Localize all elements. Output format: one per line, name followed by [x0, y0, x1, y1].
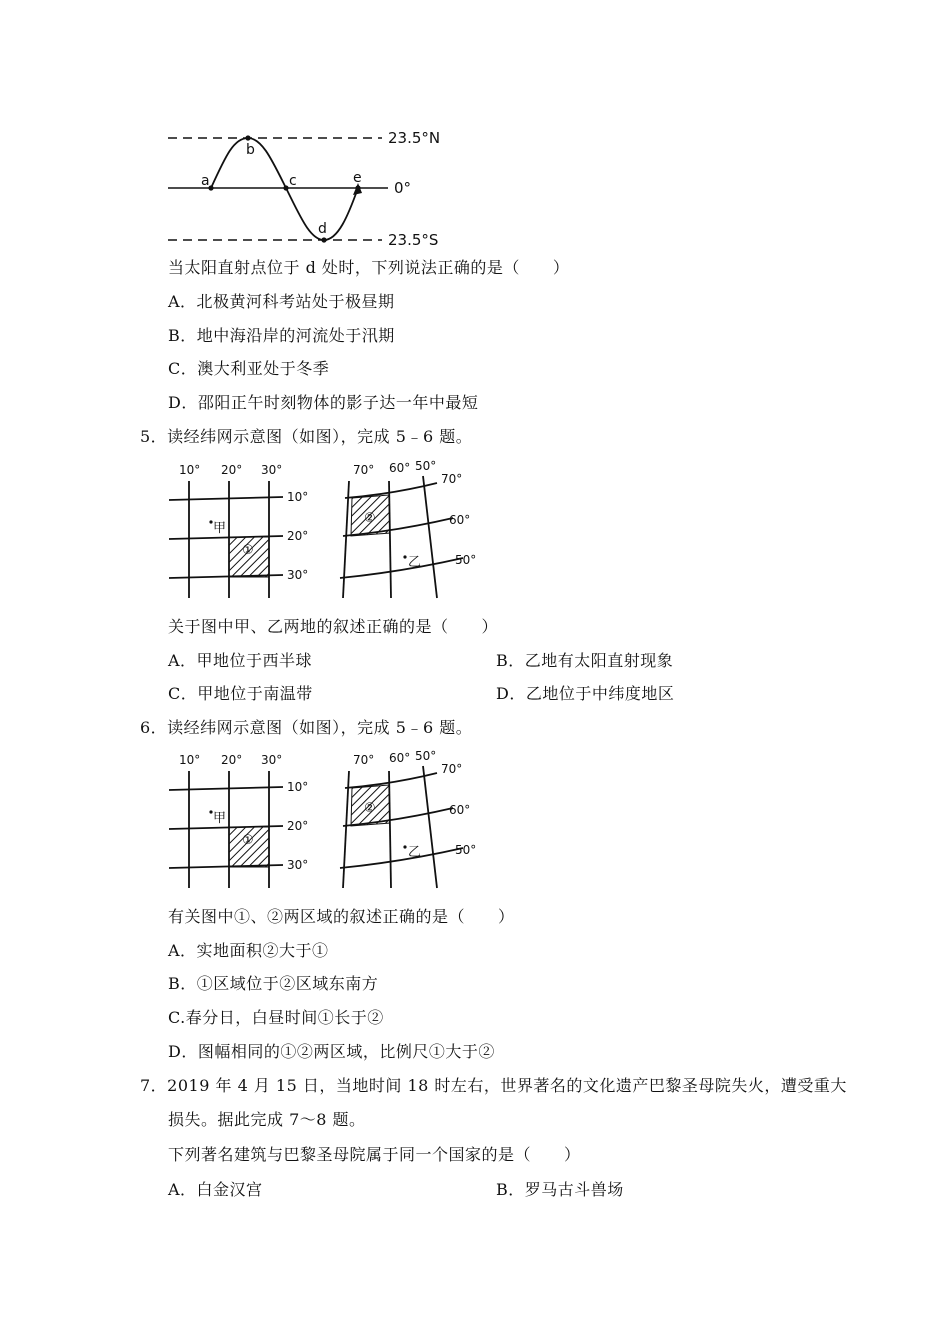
svg-text:20°: 20°: [287, 529, 309, 543]
svg-text:70°: 70°: [441, 762, 463, 776]
svg-text:10°: 10°: [179, 463, 201, 477]
svg-text:乙: 乙: [408, 845, 422, 860]
q4-option-c[interactable]: C．澳大利亚处于冬季: [168, 359, 330, 378]
q5-option-d[interactable]: D．乙地位于中纬度地区: [496, 684, 675, 703]
svg-text:30°: 30°: [261, 753, 283, 767]
svg-text:70°: 70°: [353, 753, 375, 767]
svg-text:50°: 50°: [455, 553, 477, 567]
q7-intro-line2: 损失。据此完成 7～8 题。: [168, 1110, 366, 1129]
q4-option-b[interactable]: B．地中海沿岸的河流处于汛期: [168, 326, 395, 345]
point-label-e: e: [353, 170, 362, 186]
q6-option-d[interactable]: D．图幅相同的①②两区域，比例尺①大于②: [168, 1042, 495, 1061]
graticule-map-2: [165, 746, 485, 896]
sun-direct-point-diagram: [160, 125, 460, 249]
svg-text:60°: 60°: [389, 461, 411, 475]
svg-text:甲: 甲: [213, 521, 227, 536]
svg-text:甲: 甲: [213, 811, 227, 826]
q5-option-a[interactable]: A．甲地位于西半球: [168, 651, 313, 670]
svg-text:乙: 乙: [408, 555, 422, 570]
svg-text:①: ①: [242, 833, 254, 848]
q6-option-c[interactable]: C.春分日，白昼时间①长于②: [168, 1008, 384, 1027]
svg-text:①: ①: [242, 543, 254, 558]
q7-option-a[interactable]: A．白金汉宫: [168, 1180, 263, 1199]
svg-text:50°: 50°: [415, 459, 437, 473]
q5-option-c[interactable]: C．甲地位于南温带: [168, 684, 313, 703]
svg-text:60°: 60°: [449, 803, 471, 817]
svg-text:30°: 30°: [261, 463, 283, 477]
label-south: 23.5°S: [388, 231, 439, 249]
svg-text:50°: 50°: [415, 749, 437, 763]
q4-option-a[interactable]: A．北极黄河科考站处于极昼期: [168, 292, 395, 311]
graticule-map-1: [165, 456, 485, 606]
q6-stem: 有关图中①、②两区域的叙述正确的是（ ）: [168, 907, 515, 926]
q5-option-b[interactable]: B．乙地有太阳直射现象: [496, 651, 674, 670]
q7-intro-line1: 7．2019 年 4 月 15 日，当地时间 18 时左右，世界著名的文化遗产巴黎圣母院失火，遭受重大: [140, 1076, 847, 1095]
svg-text:20°: 20°: [221, 463, 243, 477]
svg-text:50°: 50°: [455, 843, 477, 857]
svg-text:70°: 70°: [353, 463, 375, 477]
q4-stem: 当太阳直射点位于 d 处时，下列说法正确的是（ ）: [168, 258, 570, 277]
svg-text:30°: 30°: [287, 568, 309, 582]
svg-text:10°: 10°: [287, 780, 309, 794]
svg-text:10°: 10°: [179, 753, 201, 767]
svg-text:20°: 20°: [287, 819, 309, 833]
svg-text:②: ②: [364, 801, 376, 816]
q4-option-d[interactable]: D．邵阳正午时刻物体的影子达一年中最短: [168, 393, 479, 412]
label-north: 23.5°N: [388, 129, 441, 147]
point-label-a: a: [201, 173, 210, 189]
q6-option-a[interactable]: A．实地面积②大于①: [168, 941, 329, 960]
q5-intro: 5．读经纬网示意图（如图），完成 5﹣6 题。: [140, 427, 473, 446]
point-label-c: c: [289, 173, 297, 189]
svg-text:60°: 60°: [389, 751, 411, 765]
svg-text:60°: 60°: [449, 513, 471, 527]
point-label-d: d: [318, 221, 327, 237]
svg-text:20°: 20°: [221, 753, 243, 767]
q6-option-b[interactable]: B．①区域位于②区域东南方: [168, 974, 379, 993]
svg-text:70°: 70°: [441, 472, 463, 486]
svg-text:②: ②: [364, 511, 376, 526]
q5-stem: 关于图中甲、乙两地的叙述正确的是（ ）: [168, 617, 499, 636]
svg-text:30°: 30°: [287, 858, 309, 872]
q7-stem: 下列著名建筑与巴黎圣母院属于同一个国家的是（ ）: [168, 1145, 581, 1164]
q6-intro: 6．读经纬网示意图（如图），完成 5﹣6 题。: [140, 718, 473, 737]
label-equator: 0°: [394, 179, 412, 197]
point-label-b: b: [246, 142, 255, 158]
q7-option-b[interactable]: B．罗马古斗兽场: [496, 1180, 624, 1199]
svg-text:10°: 10°: [287, 490, 309, 504]
